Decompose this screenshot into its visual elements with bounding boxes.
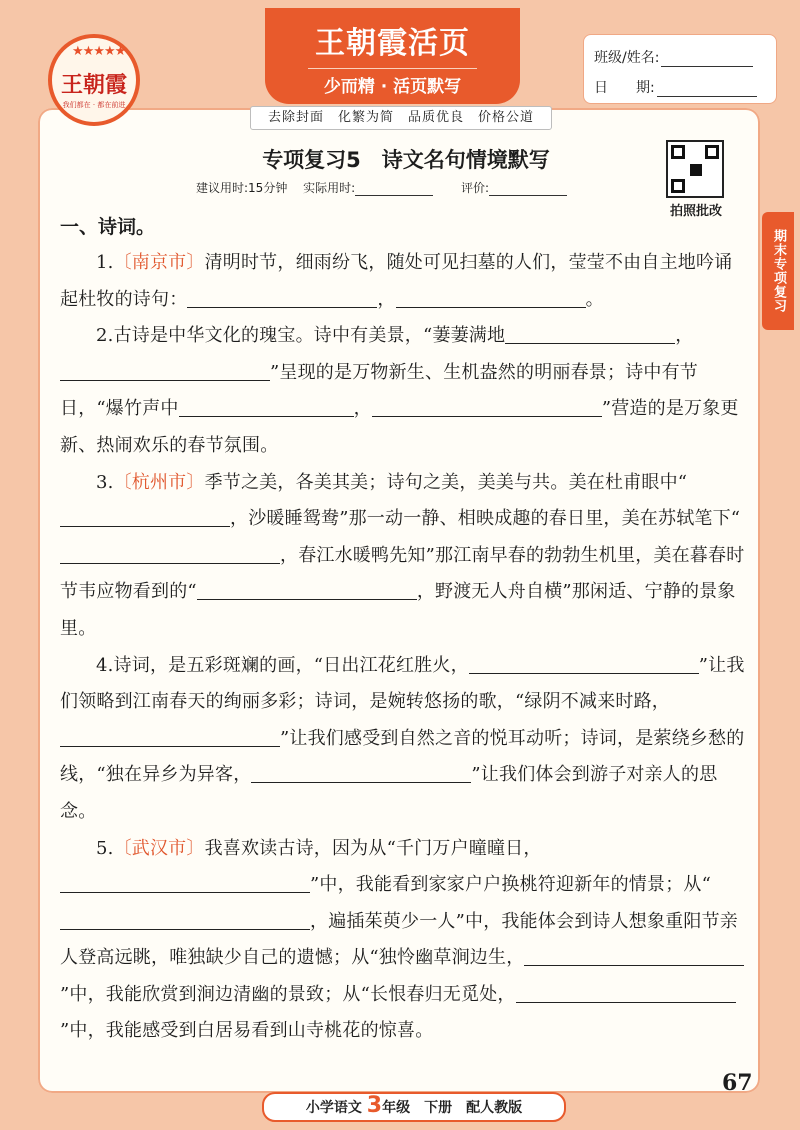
slogan-bar: 去除封面 化繁为简 品质优良 价格公道: [250, 106, 552, 130]
brand-title: 王朝霞活页: [315, 26, 470, 61]
answer-blank[interactable]: [505, 323, 675, 344]
brand-tagline: 少而精 · 活页默写: [308, 68, 477, 100]
question-1: 1.〔南京市〕清明时节，细雨纷飞，随处可见扫墓的人们，莹莹不由自主地吟诵起杜牧的诗句： ， 。: [60, 252, 733, 310]
actual-time-label: 实际用时:: [303, 181, 356, 195]
subject-label: 小学语文: [305, 1100, 362, 1116]
region-tag: 〔杭州市〕: [113, 471, 205, 493]
footer-badge: [262, 1092, 566, 1122]
answer-blank[interactable]: [60, 543, 280, 564]
class-name-label: 班级/姓名:: [594, 50, 660, 66]
answer-blank[interactable]: [516, 982, 736, 1003]
logo-name: 王朝霞: [60, 73, 127, 98]
question-body: [60, 245, 750, 1050]
logo-subtitle: 我们都在 · 都在前进: [62, 101, 126, 109]
class-name-field[interactable]: [661, 52, 753, 67]
question-5: 5.〔武汉市〕我喜欢读古诗，因为从“千门万户曈曈日，”中，我能看到家家户户换桃符迎新年的情景；从“，遍插茱萸少一人”中，我能体会到诗人想象重阳节亲人登高远眺，唯独缺少自己的遗憾；从“独怜幽草涧边生，”中，我能欣赏到涧边清幽的景致；从“长恨春归无觅处，”中，我能感受到白居易看到山寺桃花的惊喜。: [60, 831, 750, 1051]
qr-code-icon[interactable]: [666, 140, 724, 198]
edition-label: 配人教版: [466, 1100, 523, 1116]
time-meta: [196, 179, 626, 196]
side-tab: 期末专项复习: [762, 212, 794, 330]
answer-blank[interactable]: [372, 396, 602, 417]
page-number: 67: [722, 1070, 753, 1096]
region-tag: 〔南京市〕: [113, 252, 205, 273]
page-title: 专项复习5 诗文名句情境默写: [262, 148, 550, 172]
answer-blank[interactable]: [524, 945, 744, 966]
crown-icon: ★★★★★: [72, 44, 126, 59]
question-2: 2.古诗是中华文化的瑰宝。诗中有美景，“萋萋满地 ，”呈现的是万物新生、生机盎然的明丽春景；诗中有节日，“爆竹声中 ， ”营造的是万象更新、热闹欢乐的春节氛围。: [60, 325, 739, 456]
grade-label: 年级: [382, 1100, 411, 1116]
answer-blank[interactable]: [60, 360, 270, 381]
actual-time-field[interactable]: [355, 183, 433, 196]
answer-blank[interactable]: [197, 579, 417, 600]
volume-label: 下册: [424, 1100, 453, 1116]
qr-caption: 拍照批改: [669, 204, 722, 219]
question-4: 4.诗词，是五彩斑斓的画，“日出江花红胜火， ”让我们领略到江南春天的绚丽多彩；诗词，是婉转悠扬的歌，“绿阴不减来时路，”让我们感受到自然之音的悦耳动听；诗词，是萦绕乡愁的线，“独在异乡为异客， ”让我们体会到游子对亲人的思念。: [60, 654, 745, 822]
suggested-time: 建议用时:15分钟: [196, 181, 288, 195]
answer-blank[interactable]: [60, 726, 280, 747]
section-heading: 一、诗词。: [60, 216, 156, 238]
answer-blank[interactable]: [396, 287, 586, 308]
answer-blank[interactable]: [179, 396, 354, 417]
student-info-box: [583, 34, 777, 104]
region-tag: 〔武汉市〕: [113, 837, 205, 859]
answer-blank[interactable]: [60, 909, 310, 930]
answer-blank[interactable]: [469, 653, 699, 674]
question-3: 3.〔杭州市〕季节之美，各美其美；诗句之美，美美与共。美在杜甫眼中“，沙暖睡鸳鸯”那一动一静、相映成趣的春日里，美在苏轼笔下“，春江水暖鸭先知”那江南早春的勃勃生机里，美在暮春时节韦应物看到的“ ，野渡无人舟自横”那闲适、宁静的景象里。: [60, 471, 745, 639]
answer-blank[interactable]: [60, 506, 230, 527]
answer-blank[interactable]: [251, 762, 471, 783]
date-field[interactable]: [657, 82, 757, 97]
answer-blank[interactable]: [60, 872, 310, 893]
evaluation-field[interactable]: [489, 183, 567, 196]
evaluation-label: 评价:: [461, 181, 490, 195]
answer-blank[interactable]: [187, 287, 377, 308]
grade-number: 3: [366, 1093, 383, 1118]
publisher-logo: [48, 34, 140, 126]
date-label: 日 期:: [594, 80, 655, 96]
brand-banner: [265, 8, 520, 104]
